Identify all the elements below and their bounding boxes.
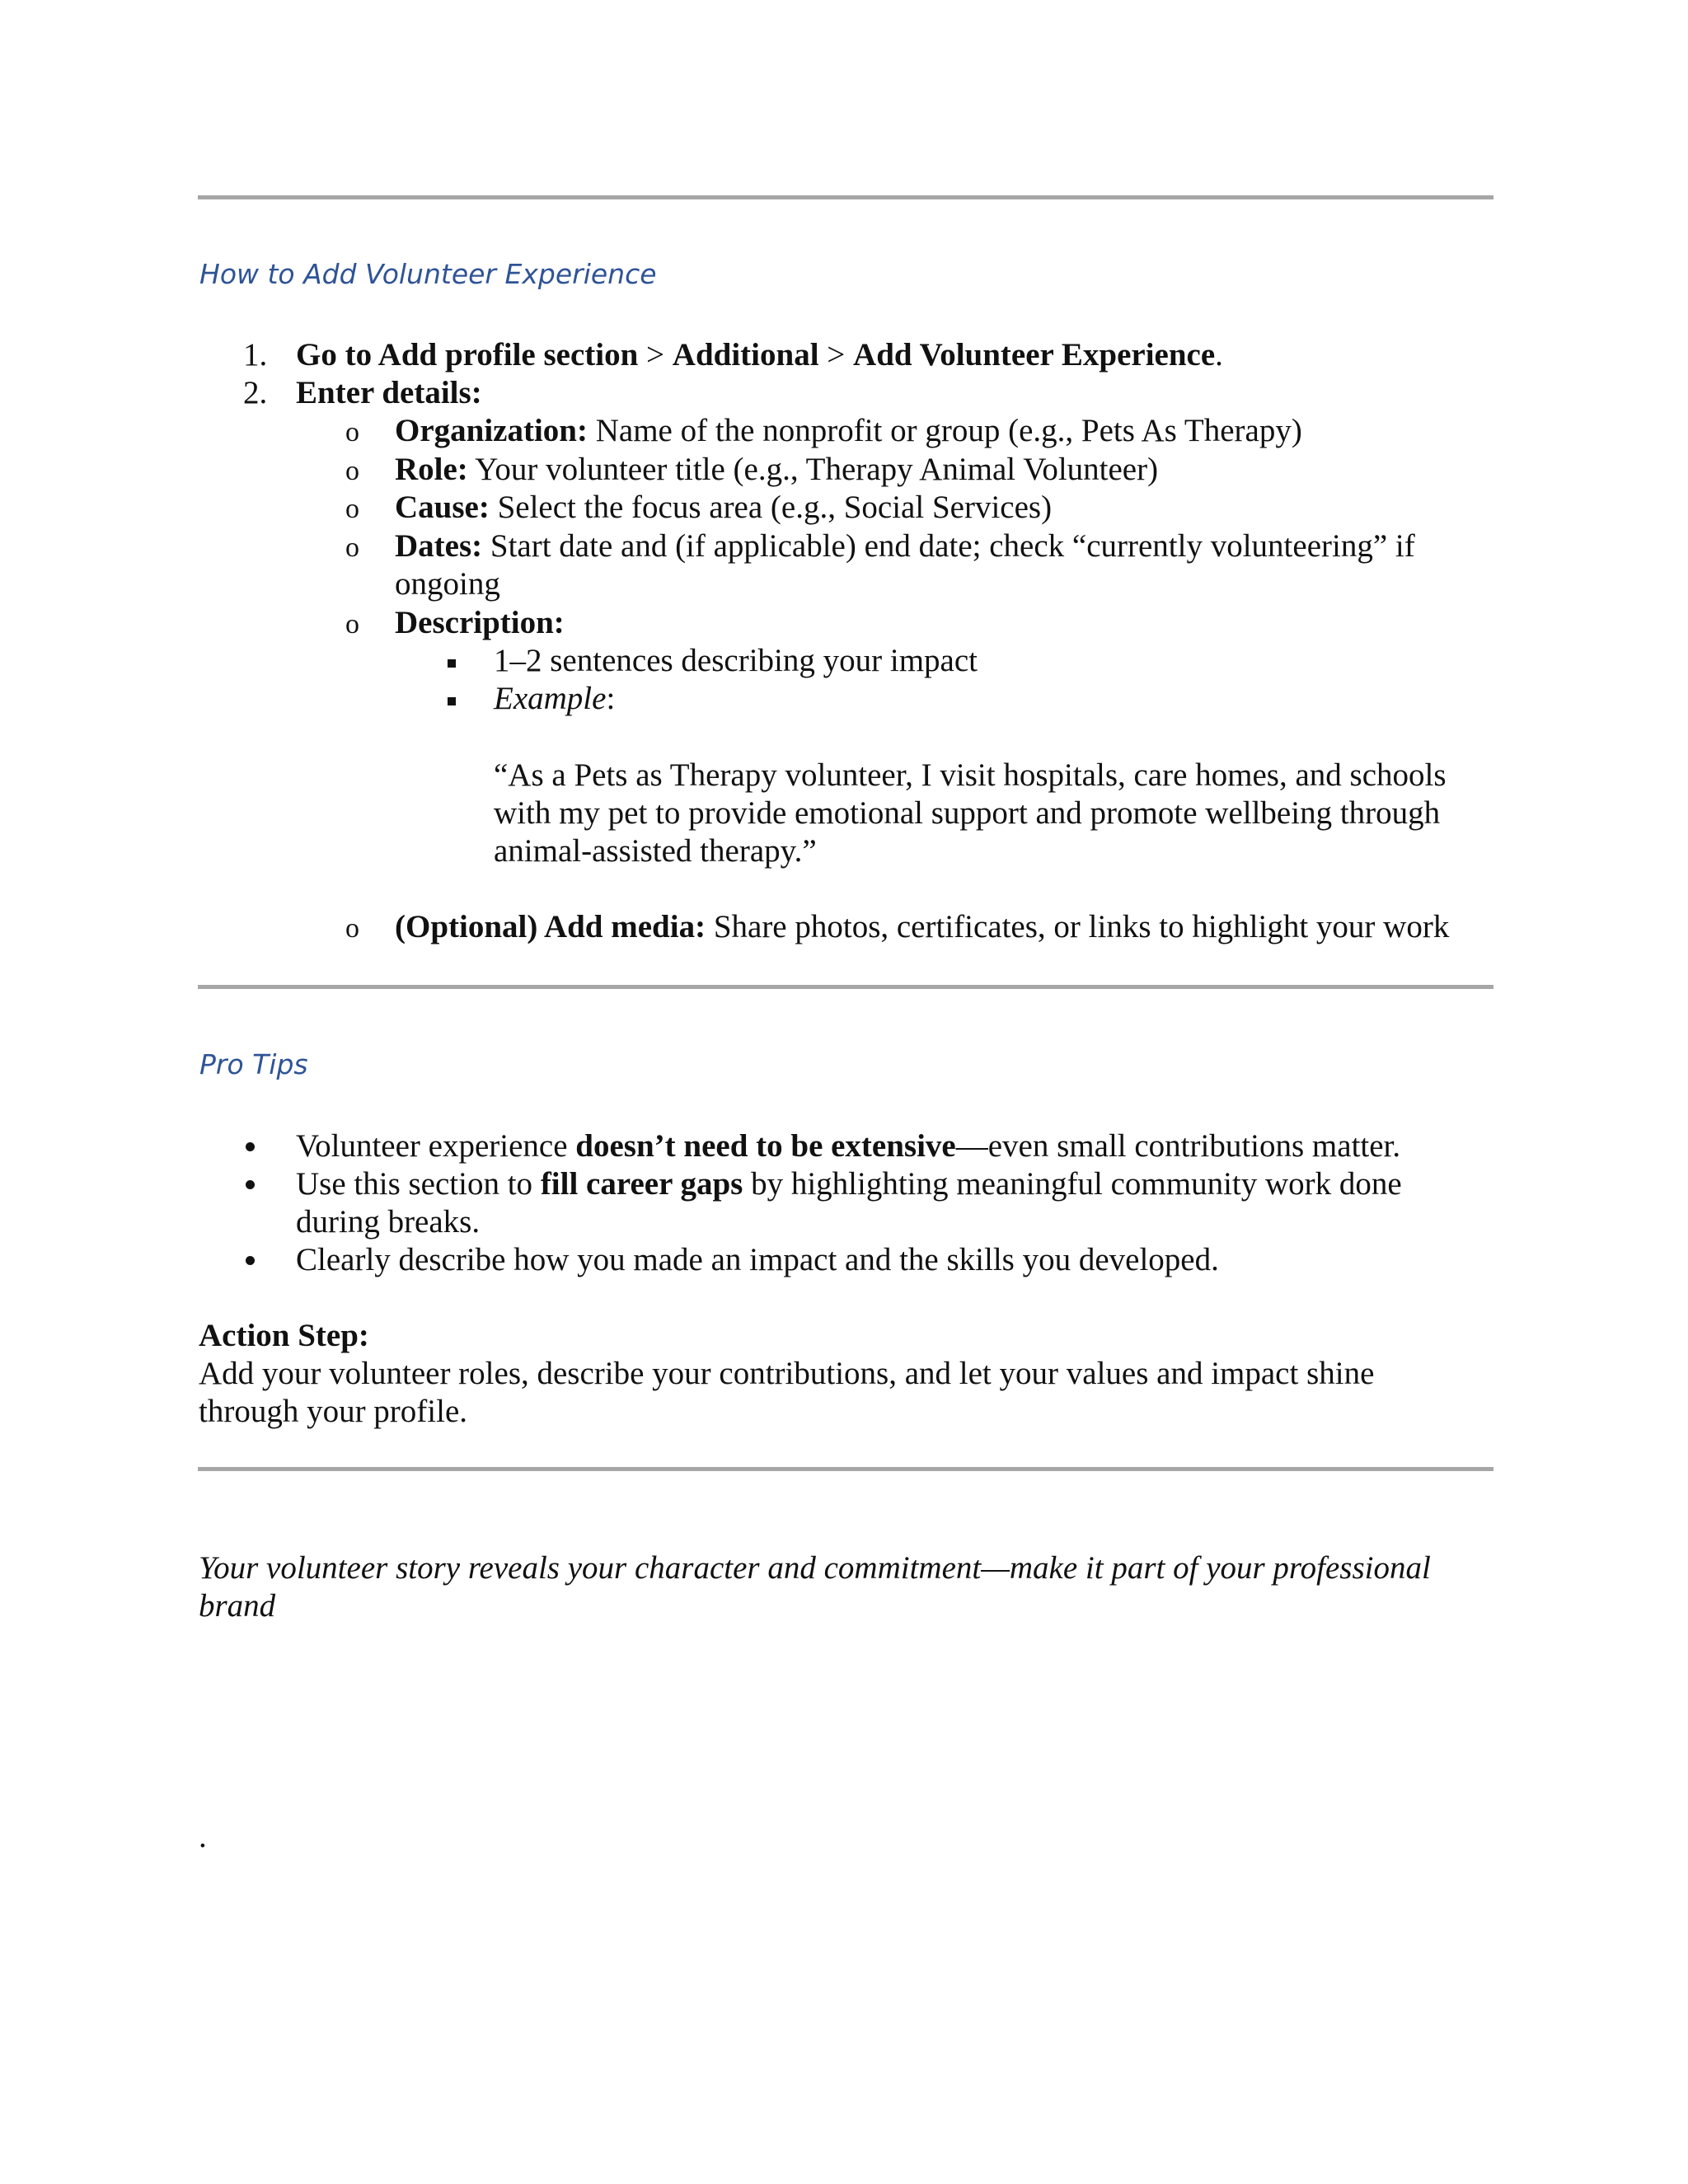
section-heading-pro-tips: Pro Tips: [199, 1048, 308, 1080]
step-number-2: 2.: [243, 375, 268, 410]
bullet-o-description: o: [345, 609, 359, 640]
step-1-part-4: >: [818, 337, 854, 373]
tip-1-bold: doesn’t need to be extensive: [575, 1128, 956, 1164]
example-quote-line-1: “As a Pets as Therapy volunteer, I visit hospitals, care homes, and schools: [494, 757, 1447, 793]
detail-role: [395, 451, 1158, 489]
detail-cause: [395, 489, 1052, 527]
round-bullet-2: [246, 1180, 255, 1189]
square-bullet-1: [448, 659, 456, 668]
closing-text-1: Your volunteer story reveals your character and commitment—make it part of your professional: [199, 1550, 1431, 1586]
example-label: Example: [494, 681, 607, 716]
example-quote-line-2: with my pet to provide emotional support and promote wellbeing through: [494, 795, 1441, 831]
action-step-line-1: Add your volunteer roles, describe your contributions, and let your values and impact shine: [199, 1356, 1375, 1391]
step-2-label: Enter details:: [296, 375, 482, 410]
step-1-part-3: Additional: [672, 337, 819, 373]
detail-description: [395, 604, 565, 642]
step-1-part-2: >: [638, 337, 673, 373]
organization-label: Organization:: [395, 413, 588, 448]
role-text: Your volunteer title (e.g., Therapy Animal Volunteer): [467, 452, 1159, 487]
cause-label: Cause:: [395, 490, 490, 525]
step-1-part-6: .: [1215, 337, 1223, 373]
tip-2: [296, 1165, 1402, 1203]
step-1-text: [296, 336, 1223, 374]
description-label: Description:: [395, 605, 565, 640]
action-step-title: [199, 1317, 369, 1355]
organization-text: Name of the nonprofit or group (e.g., Pets As Therapy): [587, 413, 1302, 448]
bullet-o-media: o: [345, 913, 359, 944]
cause-text: Select the focus area (e.g., Social Services): [489, 490, 1053, 525]
closing-text-2: brand: [199, 1588, 276, 1624]
square-bullet-2: [448, 697, 456, 705]
dates-label: Dates:: [395, 528, 483, 564]
dates-text: Start date and (if applicable) end date; check “currently volunteering” if: [482, 528, 1415, 564]
step-1-part-1: Go to Add profile section: [296, 337, 639, 373]
role-label: Role:: [395, 452, 468, 487]
section-heading-how-to: How to Add Volunteer Experience: [199, 258, 657, 290]
horizontal-rule-middle: [198, 985, 1493, 989]
horizontal-rule-top: [198, 195, 1493, 199]
media-text: Share photos, certificates, or links to highlight your work: [706, 909, 1450, 944]
closing-line-2: [199, 1587, 275, 1625]
step-number-1: 1.: [243, 337, 268, 373]
bullet-o-cause: o: [345, 494, 359, 524]
round-bullet-1: [246, 1142, 255, 1151]
closing-line-1: [199, 1549, 1431, 1587]
detail-dates-continued: ongoing: [395, 566, 500, 602]
step-2-text: [296, 374, 482, 412]
action-step-label: Action Step:: [199, 1318, 369, 1353]
detail-organization: [395, 412, 1302, 450]
tip-1-before: Volunteer experience: [296, 1128, 576, 1164]
example-quote-line-3: animal-assisted therapy.”: [494, 833, 817, 869]
bullet-o-role: o: [345, 456, 359, 486]
bullet-o-organization: o: [345, 417, 359, 448]
tip-2-continued: during breaks.: [296, 1204, 481, 1240]
example-colon: :: [606, 681, 616, 716]
tip-1: [296, 1127, 1400, 1165]
horizontal-rule-bottom: [198, 1467, 1493, 1471]
detail-dates: [395, 527, 1415, 565]
bullet-o-dates: o: [345, 532, 359, 563]
tip-2-bold: fill career gaps: [540, 1166, 743, 1202]
stray-period: .: [199, 1819, 207, 1854]
description-item-impact: 1–2 sentences describing your impact: [494, 643, 978, 678]
step-1-part-5: Add Volunteer Experience: [853, 337, 1216, 373]
round-bullet-3: [246, 1256, 255, 1265]
action-step-line-2: through your profile.: [199, 1394, 468, 1429]
tip-2-after: by highlighting meaningful community work done: [743, 1166, 1402, 1202]
media-label: (Optional) Add media:: [395, 909, 706, 944]
tip-1-after: —even small contributions matter.: [955, 1128, 1401, 1164]
tip-3: Clearly describe how you made an impact and the skills you developed.: [296, 1242, 1219, 1277]
detail-media: [395, 908, 1449, 946]
description-item-example: [494, 680, 615, 718]
tip-2-before: Use this section to: [296, 1166, 541, 1202]
